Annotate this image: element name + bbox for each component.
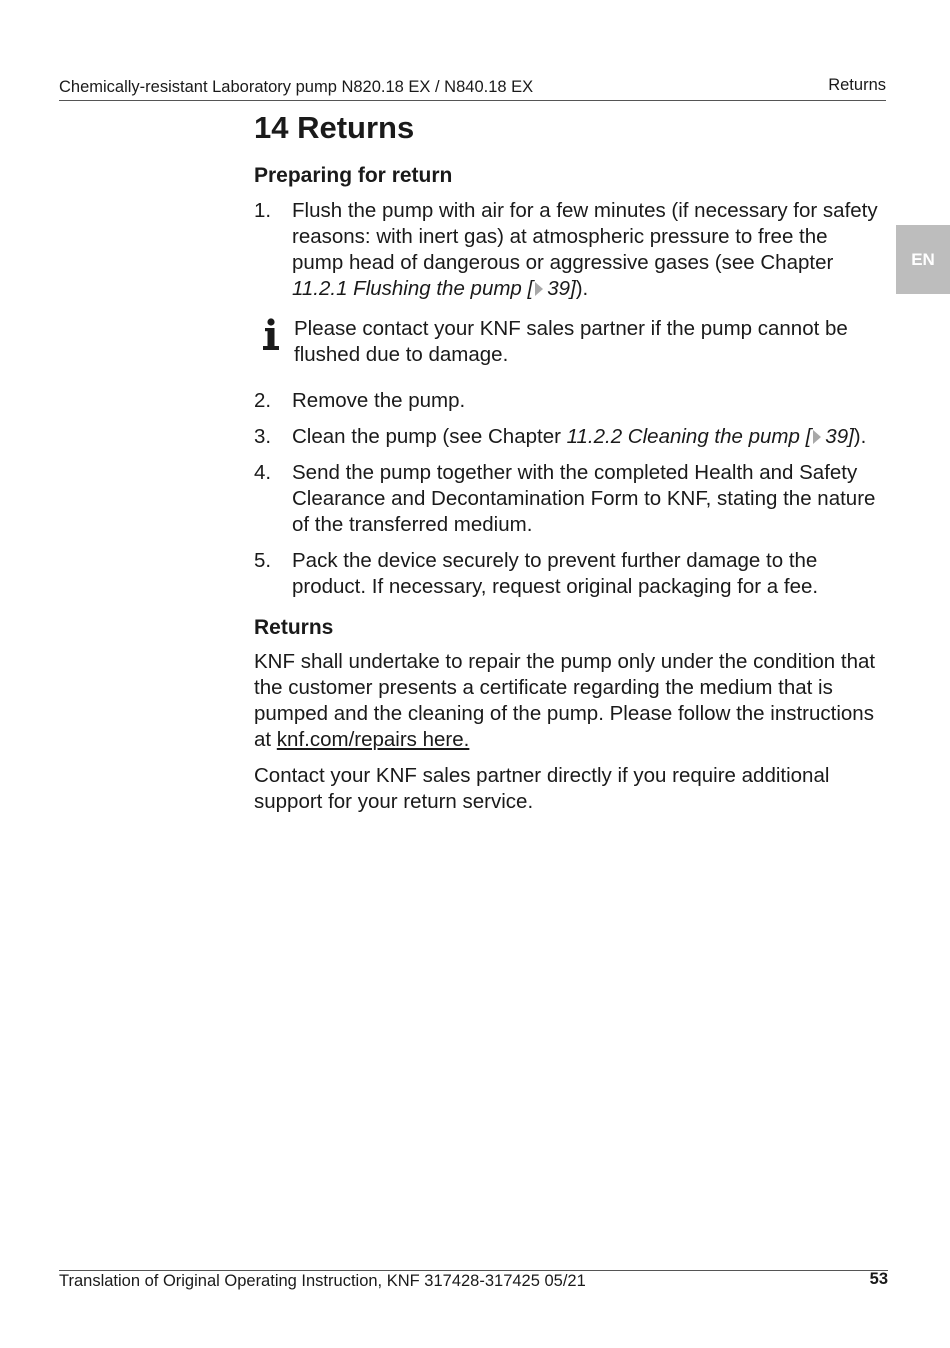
info-icon	[260, 318, 282, 352]
step-text: Send the pump together with the completed Health and Safety Clearance and Decontamination Form to KNF, stating the nature of the transferred medium.	[292, 461, 876, 536]
step-item	[254, 548, 878, 600]
step-tail: ).	[853, 425, 867, 448]
step-list-continued	[254, 388, 878, 600]
main-content	[254, 108, 878, 825]
repairs-link[interactable]: knf.com/repairs here.	[276, 728, 470, 751]
step-item	[254, 388, 878, 414]
page-reference[interactable]: 39]	[547, 277, 576, 300]
page-number: 53	[869, 1270, 888, 1288]
step-number: 5.	[254, 549, 272, 572]
info-note	[254, 316, 878, 368]
running-header-section: Returns	[828, 76, 886, 94]
section-heading-returns: Returns	[254, 616, 334, 639]
section-heading-preparing: Preparing for return	[254, 164, 453, 187]
step-text: Remove the pump.	[292, 389, 466, 412]
step-tail: ).	[575, 277, 589, 300]
paragraph-text: KNF shall undertake to repair the pump only under the condition that the customer presents a certificate regarding the medium that is pumped and the cleaning of the pump. Please follow the instructions at	[254, 650, 876, 751]
chapter-title: 14 Returns	[254, 110, 415, 145]
returns-paragraph	[254, 649, 878, 753]
step-number: 3.	[254, 425, 272, 448]
header-divider	[59, 100, 886, 101]
step-list	[254, 198, 878, 302]
note-text: Please contact your KNF sales partner if the pump cannot be flushed due to damage.	[294, 317, 848, 366]
chapter-reference-link[interactable]	[567, 425, 854, 448]
step-item	[254, 198, 878, 302]
step-text: Flush the pump with air for a few minutes (if necessary for safety reasons: with inert gas) at atmospheric pressure to free the pump head of dangerous or aggressive gases (see Chapter	[292, 199, 878, 274]
step-item	[254, 460, 878, 538]
chapter-reference-text[interactable]: 11.2.1 Flushing the pump [	[292, 277, 534, 300]
contact-paragraph: Contact your KNF sales partner directly if you require additional support for your return service.	[254, 764, 830, 813]
step-text: Pack the device securely to prevent further damage to the product. If necessary, request original packaging for a fee.	[292, 549, 819, 598]
page-arrow-icon	[535, 282, 543, 296]
step-number: 2.	[254, 389, 272, 412]
step-text: Clean the pump (see Chapter	[292, 425, 567, 448]
footer-divider	[59, 1270, 888, 1271]
language-tab: EN	[896, 225, 950, 294]
running-header-title: Chemically-resistant Laboratory pump N820.18 EX / N840.18 EX	[59, 78, 534, 96]
step-number: 1.	[254, 199, 272, 222]
step-number: 4.	[254, 461, 272, 484]
chapter-reference-text[interactable]: 11.2.2 Cleaning the pump [	[566, 425, 812, 448]
page-arrow-icon	[813, 430, 821, 444]
step-item	[254, 424, 878, 450]
page-reference[interactable]: 39]	[825, 425, 854, 448]
chapter-reference-link[interactable]	[292, 277, 576, 300]
footer-text: Translation of Original Operating Instruction, KNF 317428-317425 05/21	[59, 1272, 586, 1290]
